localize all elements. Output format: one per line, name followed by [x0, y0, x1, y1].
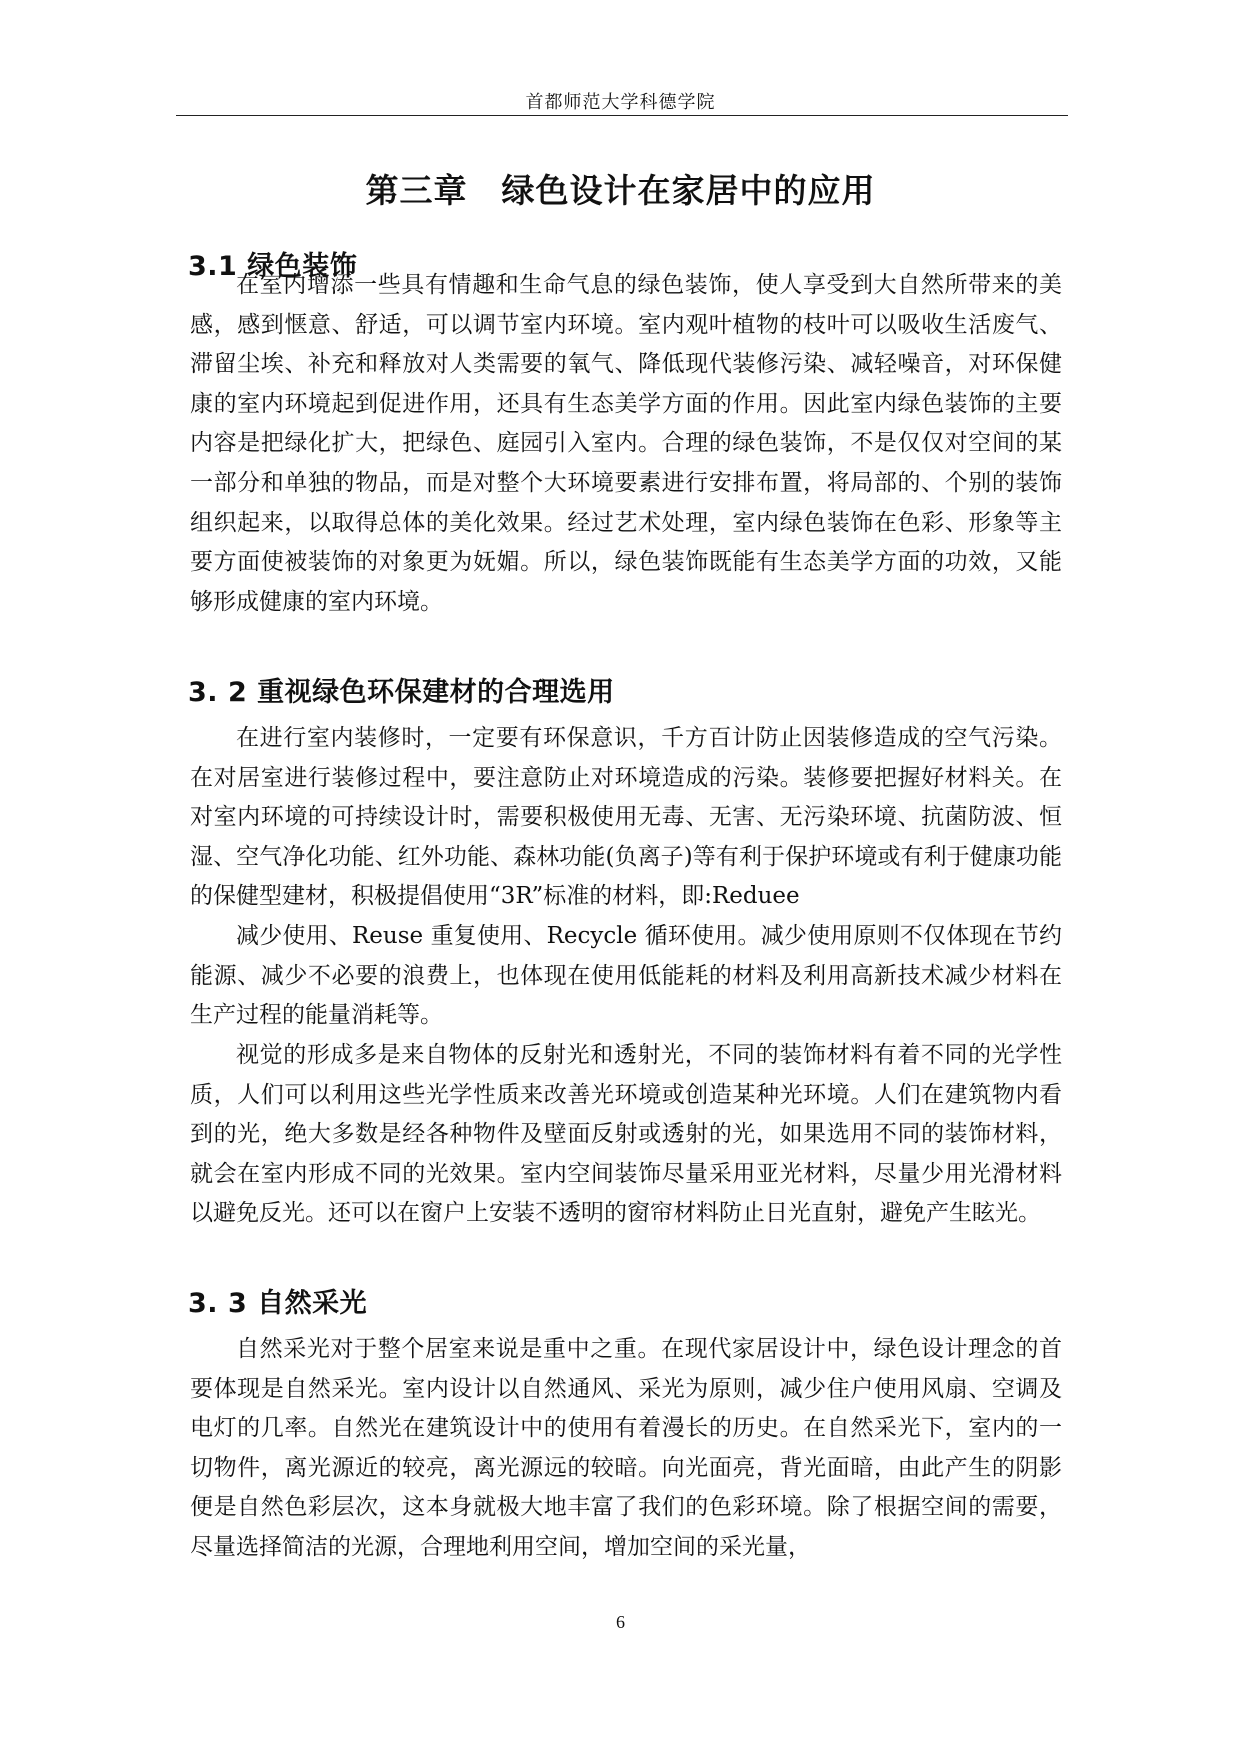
paragraph: 在进行室内装修时，一定要有环保意识，千方百计防止因装修造成的空气污染。在对居室进行装修过程中，要注意防止对环境造成的污染。装修要把握好材料关。在对室内环境的可持续设计时，需要积极使用无毒、无害、无污染环境、抗菌防波、恒湿、空气净化功能、红外功能、森林功能(负离子)等有利于保护环境或有利于健康功能的保健型建材，积极提倡使用“3R”标准的材料，即:Reduee [190, 725, 1062, 910]
section-title-3-1: 3.1 绿色装饰 [188, 251, 358, 282]
paragraph: 视觉的形成多是来自物体的反射光和透射光，不同的装饰材料有着不同的光学性质，人们可以利用这些光学性质来改善光环境或创造某种光环境。人们在建筑物内看到的光，绝大多数是经各种物件及壁面反射或透射的光，如果选用不同的装饰材料，就会在室内形成不同的光效果。室内空间装饰尽量采用亚光材料，尽量少用光滑材料以避免反光。还可以在窗户上安装不透明的窗帘材料防止日光直射，避免产生眩光。 [190, 1042, 1062, 1227]
page-number: 6 [616, 1612, 625, 1632]
paragraph: 在室内增添一些具有情趣和生命气息的绿色装饰，使人享受到大自然所带来的美感，感到惬意、舒适，可以调节室内环境。室内观叶植物的枝叶可以吸收生活废气、滞留尘埃、补充和释放对人类需要的氧气、降低现代装修污染、减轻噪音，对环保健康的室内环境起到促进作用，还具有生态美学方面的作用。因此室内绿色装饰的主要内容是把绿化扩大，把绿色、庭园引入室内。合理的绿色装饰，不是仅仅对空间的某一部分和单独的物品，而是对整个大环境要素进行安排布置，将局部的、个别的装饰组织起来，以取得总体的美化效果。经过艺术处理，室内绿色装饰在色彩、形象等主要方面使被装饰的对象更为妩媚。所以，绿色装饰既能有生态美学方面的功效，又能够形成健康的室内环境。 [190, 272, 1062, 615]
running-header: 首都师范大学科德学院 [525, 92, 716, 112]
paragraph: 自然采光对于整个居室来说是重中之重。在现代家居设计中，绿色设计理念的首要体现是自然采光。室内设计以自然通风、采光为原则，减少住户使用风扇、空调及电灯的几率。自然光在建筑设计中的使用有着漫长的历史。在自然采光下，室内的一切物件，离光源近的较亮，离光源远的较暗。向光面亮，背光面暗，由此产生的阴影便是自然色彩层次，这本身就极大地丰富了我们的色彩环境。除了根据空间的需要，尽量选择简洁的光源，合理地利用空间，增加空间的采光量， [190, 1336, 1062, 1560]
section-title-3-3: 3. 3 自然采光 [188, 1288, 368, 1319]
chapter-title: 第三章 绿色设计在家居中的应用 [365, 171, 876, 210]
header-rule [176, 115, 1068, 116]
section-title-3-2: 3. 2 重视绿色环保建材的合理选用 [188, 677, 615, 708]
paragraph: 减少使用、Reuse 重复使用、Recycle 循环使用。减少使用原则不仅体现在节约能源、减少不必要的浪费上，也体现在使用低能耗的材料及利用高新技术减少材料在生产过程的能量消耗等。 [190, 923, 1062, 1029]
